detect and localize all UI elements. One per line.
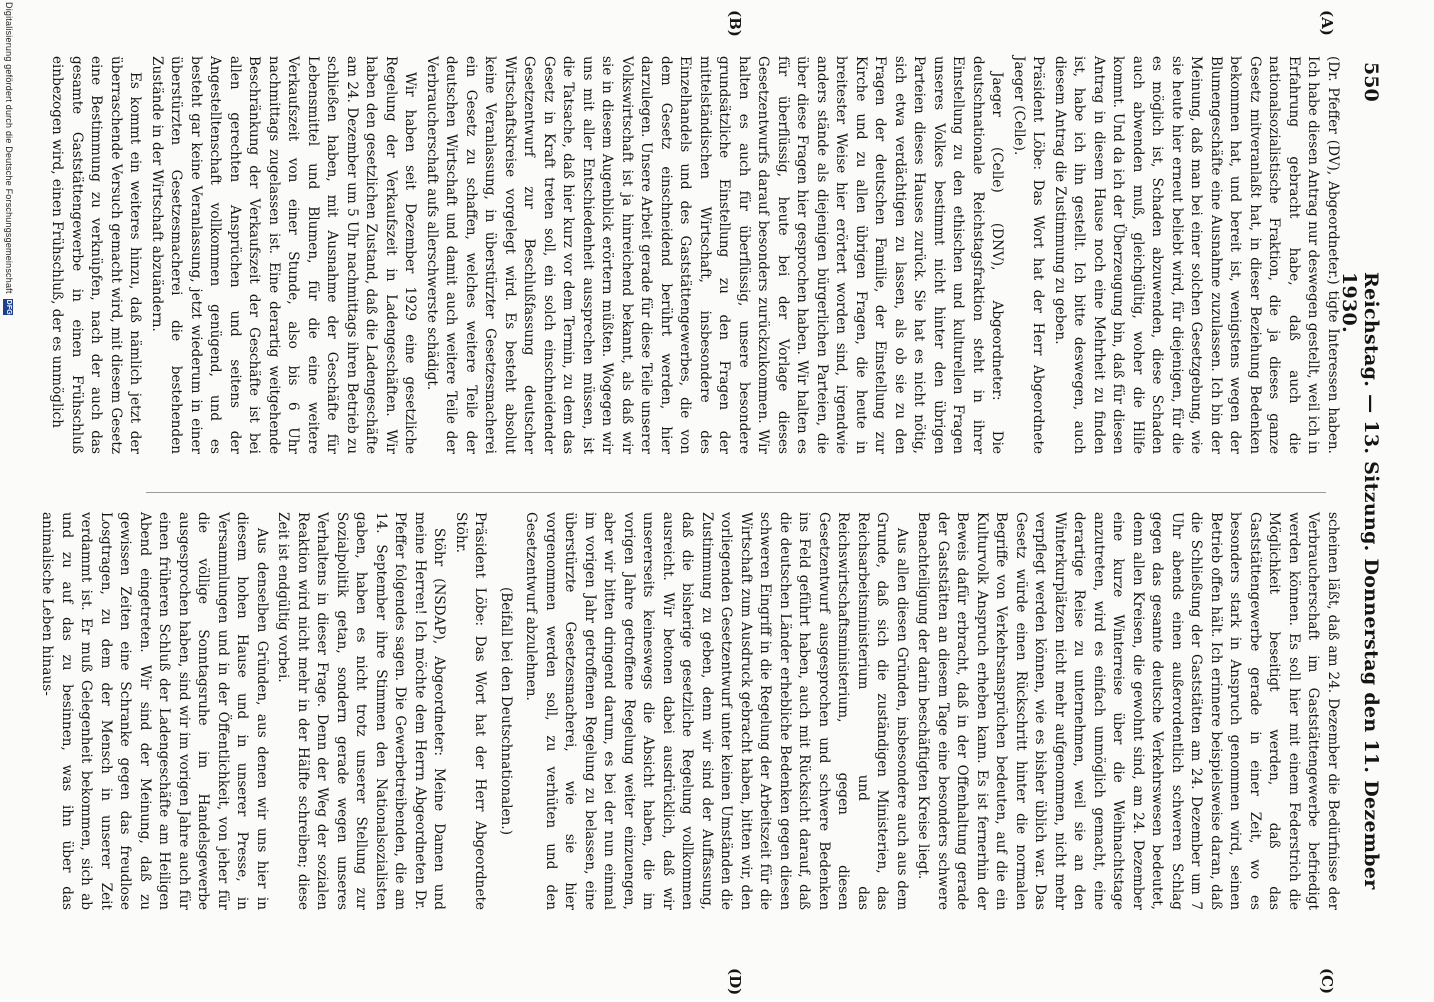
- paragraph: Aus allen diesen Gründen, insbesondere auch aus dem Grunde, daß sich die zuständigen Ministerien, das Reichsarbeitsministerium und das Reichswirtschaftsministerium, gegen diesen Gesetzentwurf ausgesprochen und schwere Bedenken ins Feld geführt haben, auch mit Rücksicht darauf, daß die deutschen Länder erhebliche Bedenken gegen diesen schweren Eingriff in die Regelung der Arbeitszeit für die Wirtschaft zum Ausdruck gebracht haben, bitten wir, den vorliegenden Gesetzentwurf unter keinen Umständen die Zustimmung zu geben, denn wir sind der Auffassung, daß die bisherige gesetzliche Regelung vollkommen ausreicht. Wir betonen dabei ausdrücklich, daß wir unsererseits keineswegs die Absicht haben, die im vorigen Jahre getroffene Regelung weiter einzuengen, aber wir bitten dringend darum, es bei der nun einmal im vorigen Jahr getroffenen Regelung zu belassen, eine überstürzte Gesetzesmacherei, wie sie hier vorgenommen werden soll, zu verhüten und den Gesetzentwurf abzulehnen.: [523, 512, 910, 910]
- speaker-paragraph: Präsident Löbe: Das Wort hat der Herr Abgeordnete Jaeger (Celle).: [1011, 56, 1047, 454]
- paragraph: (Dr. Pfeffer (DV), Abgeordneter.) tigte Interessen haben. Ich habe diesen Antrag nur deswegen gestellt, weil ich in Erfahrung gebracht habe, daß auch die nationalsozialistische Fraktion, die ja dieses ganze Gesetz mitveranlaßt hat, in dieser Beziehung Bedenken bekommen hat, und bereit ist, wenigstens wegen der Blumengeschäfte eine Ausnahme zuzulassen. Ich bin der Meinung, daß man bei einer solchen Gesetzgebung, wie sie heute hier erneut beliebt wird, für diejenigen, für die es möglich ist, Schaden abzuwenden, diese Schaden auch abwenden muß, gleichgültig, woher die Hilfe kommt. Und da ich der Überzeugung bin, daß für diesen Antrag in diesem Hause noch eine Mehrheit zu finden ist, habe ich ihn gestellt. Ich bitte deswegen, auch diesem Antrag die Zustimmung zu geben.: [1052, 56, 1341, 454]
- paragraph: Es kommt ein weiteres hinzu, daß nämlich jetzt der überraschende Versuch gemacht wird, mit diesem Gesetz eine Bestimmung zu verknüpfen, nach der auch das gesamte Gaststättengewerbe in einen Frühschluß einbezogen wird, einen Frühschluß, der es unmöglich: [49, 56, 144, 454]
- applause-note: (Beifall bei den Deutschnationalen.): [498, 586, 514, 836]
- right-column: [39, 512, 1342, 910]
- margin-marker-b: (B): [726, 10, 744, 37]
- left-column: [49, 56, 1342, 454]
- running-title: Reichstag. — 13. Sitzung. Donnerstag den 11. Dezember 1930.: [1338, 272, 1382, 890]
- digitization-credit: [0, 2, 14, 1002]
- credit-text: Digitalisierung gefördert durch die Deutsche Forschungsgemeinschaft: [4, 2, 14, 294]
- page-number: 550: [1360, 62, 1382, 102]
- paragraph: Wir haben seit Dezember 1929 eine gesetzliche Regelung der Verkaufszeit in Ladengeschäften. Wir haben den gesetzlichen Zustand, daß die Ladengeschäfte am 24. Dezember um 5 Uhr nachmittags ihren Betrieb zu schließen haben, mit Ausnahme der Geschäfte für Lebensmittel und Blumen, für die eine weitere Verkaufszeit von einer Stunde, also bis 6 Uhr nachmittags zugelassen ist. Eine derartig weitgehende Beschränkung der Verkaufszeit der Geschäfte ist bei allen gerechten Ansprüchen und seitens der Angestelltenschaft vollkommen genügend, und es besteht gar keine Veranlassung, jetzt wiederum in einer überstürzten Gesetzesmacherei die bestehenden Zustände in der Wirtschaft abzuändern.: [149, 56, 419, 454]
- speaker-paragraph: Stöhr (NSDAP), Abgeordneter: Meine Damen und meine Herren! Ich möchte dem Herrn Abgeordneten Dr. Pfeffer folgendes sagen. Die Gewerbetreibenden, die am 14. September ihre Stimmen den Nationalsozialisten gaben, haben es nicht trotz unserer Stellung zur Sozialpolitik getan, sondern gerade wegen unseres Verhaltens in dieser Frage. Denn der Weg der sozialen Reaktion wird nicht mehr in der Hälfte schreiben; diese Zeit ist endgültig vorbei.: [275, 512, 448, 910]
- margin-marker-a: (A): [1318, 10, 1336, 36]
- page-header: [1338, 62, 1382, 938]
- speaker-paragraph: Präsident Löbe: Das Wort hat der Herr Abgeordnete Stöhr.: [453, 512, 489, 910]
- speaker-paragraph: Jaeger (Celle) (DNV), Abgeordneter: Die deutschnationale Reichstagsfraktion steht in ihrer Einstellung zu den ethischen und kulturellen Fragen unseres Volkes bestimmt nicht hinter den übrigen Parteien dieses Hauses zurück. Sie hat es nicht nötig, sich etwa verdächtigen zu lassen, als ob sie zu den Fragen der deutschen Familie, der Einstellung zur Kirche und zu allen übrigen Fragen, die heute in breitester Weise hier erörtert worden sind, irgendwie anders stände als diejenigen bürgerlichen Parteien, die über diese Fragen hier gesprochen haben. Wir halten es für überflüssig, heute bei der Vorlage dieses Gesetzentwurfs darauf besonders zurückzukommen. Wir halten es auch für überflüssig, unsere besondere grundsätzliche Einstellung zu den Fragen der mittelständischen Wirtschaft, insbesondere des Einzelhandels und des Gaststättengewerbes, die von dem Gesetz einschneidend berührt werden, hier darzulegen. Unsere Arbeit gerade für diese Teile unserer Volkswirtschaft ist ja hinreichend bekannt, als daß wir sie in diesem Augenblick erörtern müßten. Wogegen wir uns mit aller Entschiedenheit aussprechen müssen, ist die Tatsache, daß hier kurz vor dem Termin, zu dem das Gesetz in Kraft treten soll, ein solch einschneidender Gesetzentwurf zur Beschlußfassung deutscher Wirtschaftskreise vorgelegt wird. Es besteht absolut keine Veranlassung, in überstürzter Gesetzesmacherei ein Gesetz zu schaffen, welches weitere Teile der deutschen Wirtschaft und damit auch weitere Teile der Verbraucherschaft aufs allerschwerste schädigt.: [424, 56, 1006, 454]
- paragraph: Aus denselben Gründen, aus denen wir uns hier in diesem hohen Hause und in unserer Presse, in Versammlungen und in der Öffentlichkeit, von jeher für die völlige Sonntagsruhe im Handelsgewerbe ausgesprochen haben, sind wir im vorigen Jahre auch für einen früheren Schluß der Ladengeschäfte am Heiligen Abend eingetreten. Wir sind der Meinung, daß zu gewissen Zeiten eine Schranke gegen das freudlose Losgtragen, zu dem der Mensch in unserer Zeit verdammt ist. Er muß Gelegenheit bekommen, sich ab und zu auf das zu besinnen, was ihn über das animalische Leben hinaus-: [39, 512, 270, 910]
- dfg-logo-icon: DFG: [5, 299, 13, 315]
- paragraph: scheinen läßt, daß am 24. Dezember die Bedürfnisse der Verbraucherschaft im Gaststättengewerbe befriedigt werden können. Es soll hier mit einem Federstrich die Möglichkeit beseitigt werden, daß das Gaststättengewerbe gerade in einer Zeit, wo es besonders stark in Anspruch genommen wird, seinen Betrieb offen hält. Ich erinnere beispielsweise daran, daß die Schließung der Gaststätten am 24. Dezember um 7 Uhr abends einen außerordentlich schweren Schlag gegen das gesamte deutsche Verkehrswesen bedeutet, denn allen Kreisen, die gewohnt sind, am 24. Dezember eine kurze Winterreise über die Weihnachtstage anzutreten, wird es einfach unmöglich gemacht, eine derartige Reise zu unternehmen, weil sie an den Winterkurplätzen nicht mehr aufgenommen, nicht mehr verpflegt werden können, wie es bisher üblich war. Das Gesetz würde einen Rückschritt hinter die normalen Begriffe von Verkehrsansprüchen bedeuten, auf die ein Kulturvolk Anspruch erheben kann. Es ist fernerhin der Beweis dafür erbracht, daß in der Offenhaltung gerade der Gaststätten an diesem Tage eine besonders schwere Benachteiligung der darin beschäftigten Kreise liegt.: [915, 512, 1341, 910]
- column-divider: [146, 492, 1326, 493]
- margin-marker-d: (D): [726, 968, 744, 996]
- margin-marker-c: (C): [1318, 968, 1336, 995]
